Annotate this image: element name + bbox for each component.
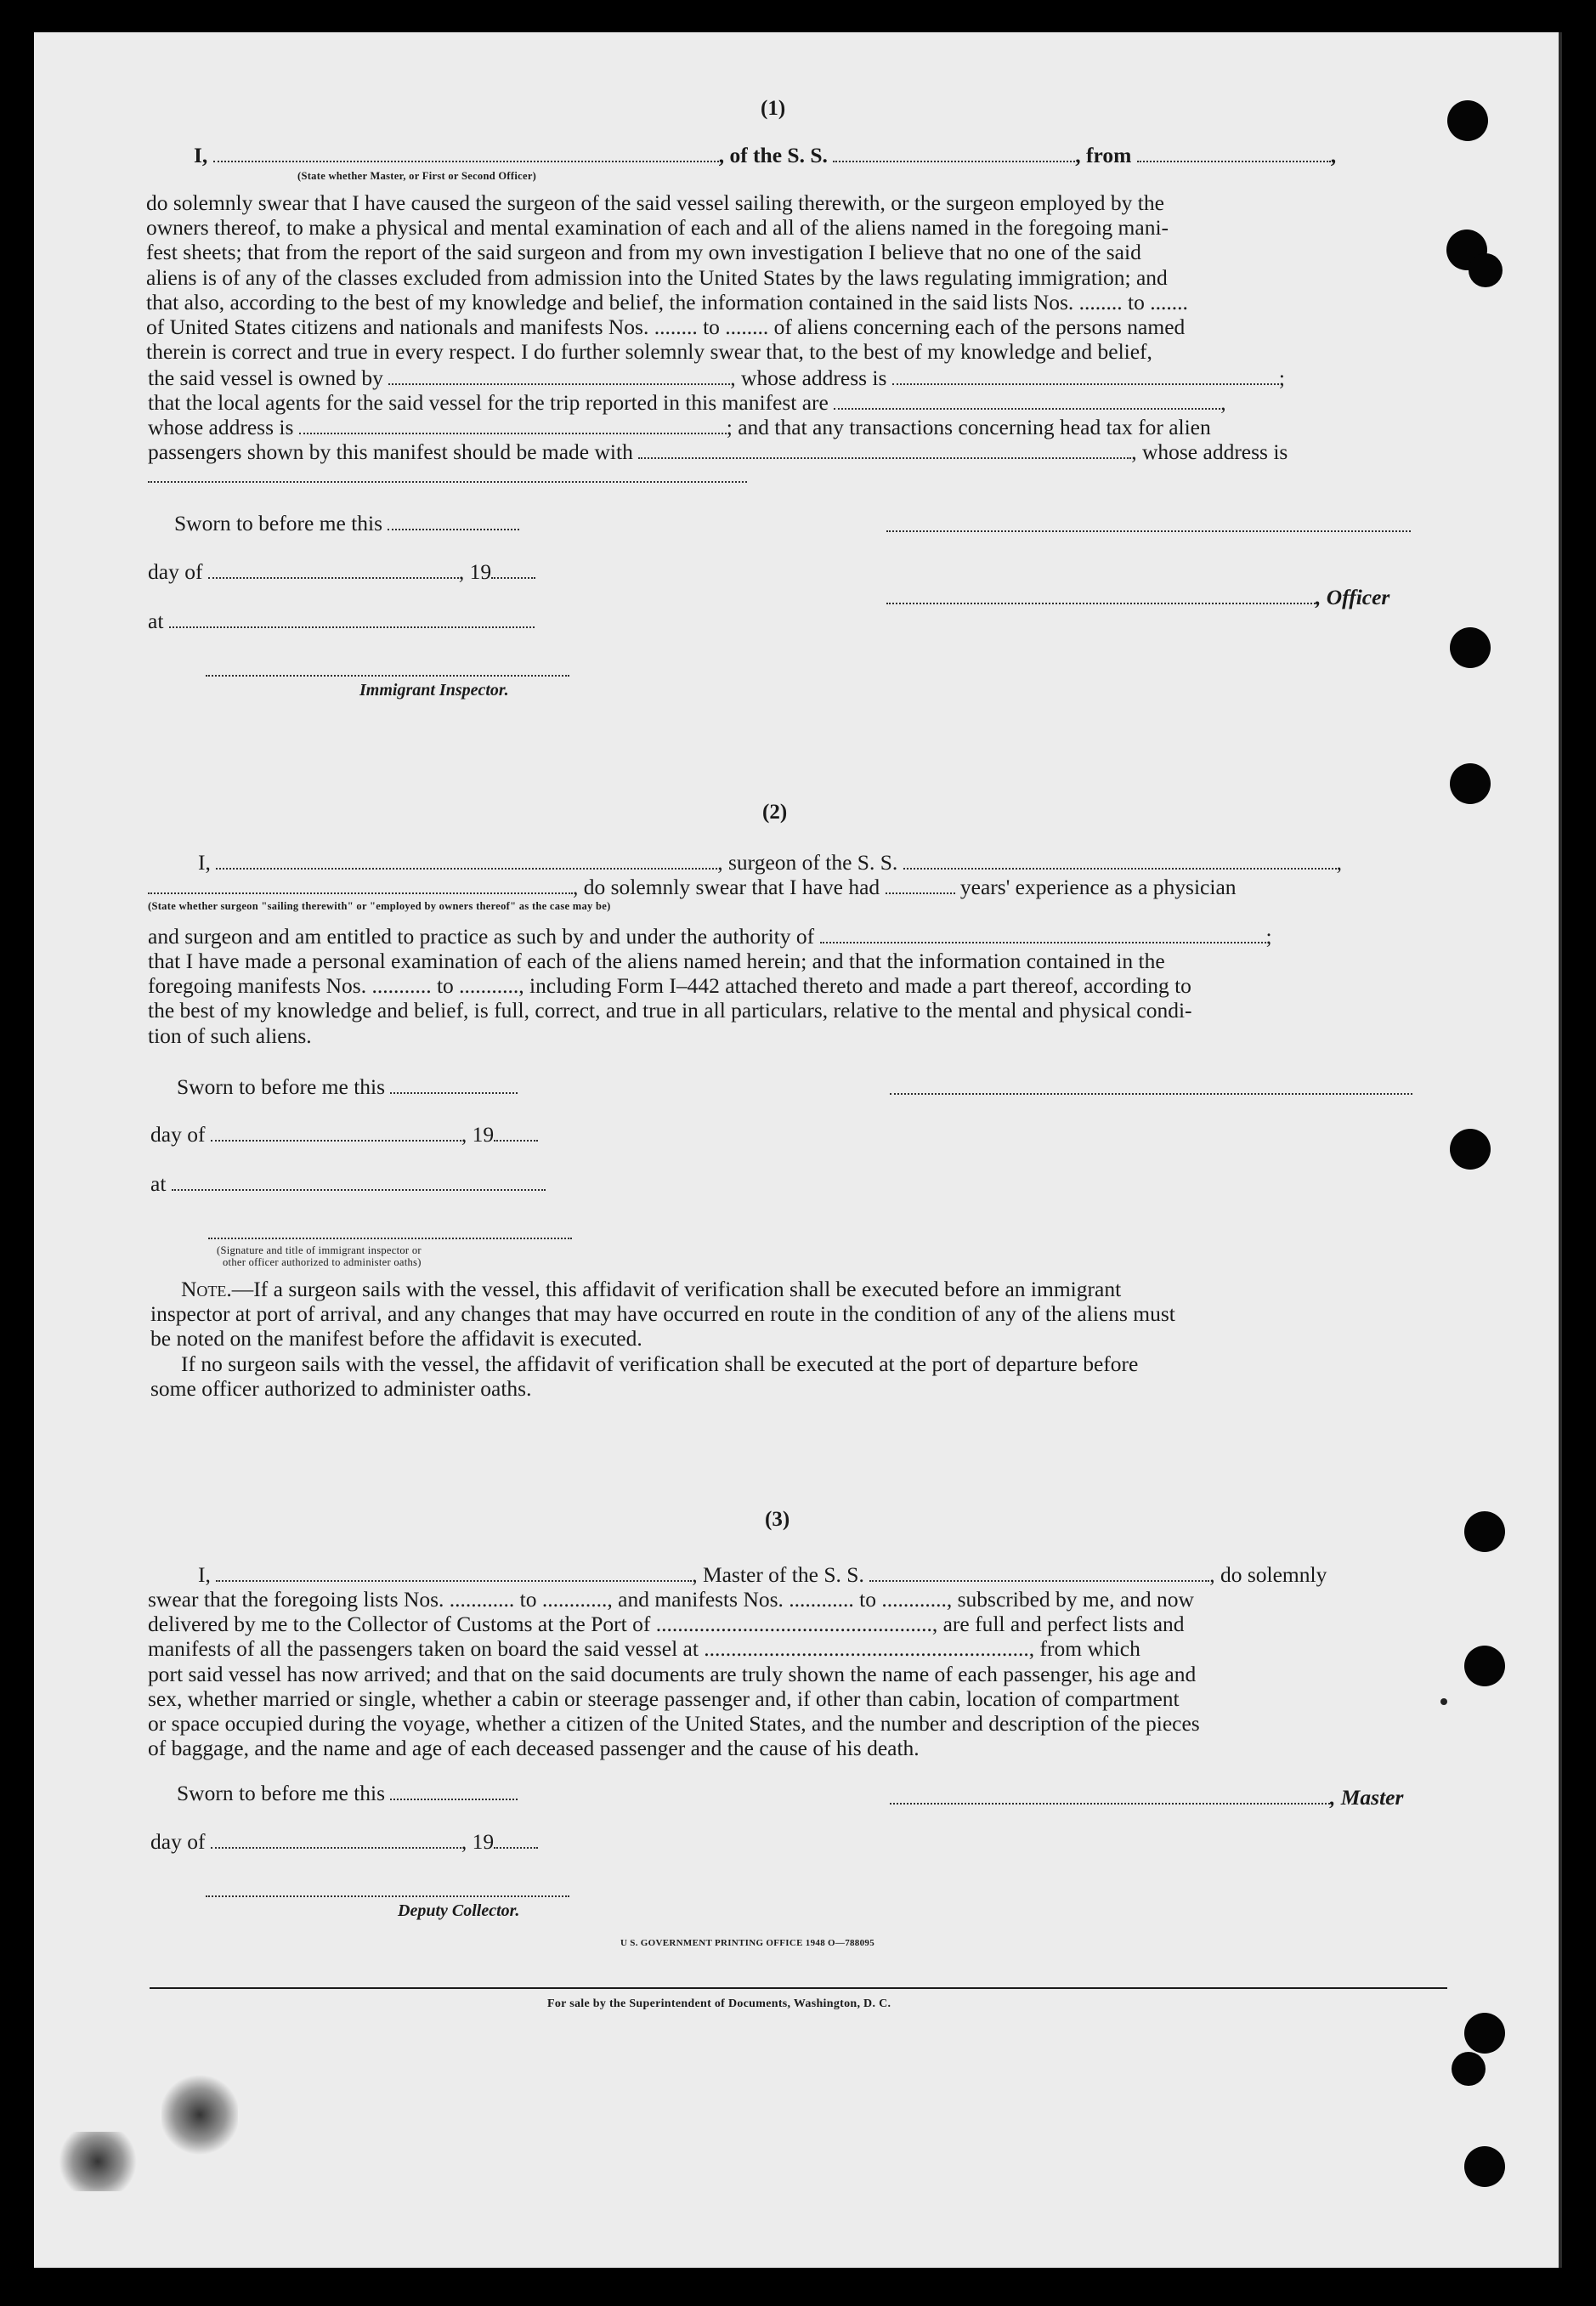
officer-title-field[interactable] [886, 587, 1316, 604]
for-sale-notice: For sale by the Superintendent of Documents, Washington, D. C. [547, 1997, 891, 2010]
officer-line [886, 585, 1389, 609]
text-fragment: , do solemnly swear that I have had [573, 875, 880, 899]
body-line: owners thereof, to make a physical and mental examination of each and all of the aliens named in the foregoing mani- [146, 215, 1169, 241]
punch-hole [1450, 1129, 1491, 1170]
day-of-line-3 [150, 1829, 538, 1854]
body-line: tion of such aliens. [148, 1023, 312, 1048]
body-line: sex, whether married or single, whether a cabin or steerage passenger and, if other than cabin, location of compartment [148, 1686, 1180, 1711]
agents-line [148, 390, 1226, 415]
text-fragment: , do solemnly [1209, 1562, 1327, 1587]
text-fragment: Sworn to before me this [177, 1074, 386, 1099]
place-field[interactable] [169, 611, 535, 628]
inspector-signature-field[interactable] [206, 675, 569, 677]
text-fragment: , of the S. S. [718, 143, 828, 167]
text-fragment: , [1330, 143, 1337, 167]
body-line: that I have made a personal examination of each of the aliens named herein; and that the information contained in the [148, 949, 1165, 973]
passengers-line [148, 439, 1288, 464]
note-line: If no surgeon sails with the vessel, the affidavit of verification shall be executed at the port of departure before [181, 1351, 1139, 1376]
body-line: delivered by me to the Collector of Customs at the Port of ..................................................., are full and perfect lists and [148, 1612, 1185, 1637]
note-line: some officer authorized to administer oaths. [150, 1375, 532, 1401]
authorized-officer-signature-field[interactable] [208, 1238, 572, 1239]
authority-field[interactable] [820, 926, 1266, 943]
text-fragment: , [1220, 390, 1226, 415]
text-fragment: the said vessel is owned by [148, 365, 383, 390]
body-line: therein is correct and true in every respect. I do further solemnly swear that, to the best of my knowledge and belief, [146, 339, 1152, 365]
sworn-line-3 [177, 1781, 518, 1805]
text-fragment: , 19 [461, 1829, 495, 1854]
punch-hole [1464, 2013, 1505, 2054]
year-field[interactable] [494, 1125, 538, 1142]
day-of-line-1 [148, 559, 535, 584]
text-fragment: , whose address is [1131, 439, 1288, 464]
sworn-line-2 [177, 1074, 518, 1099]
surgeon-type-field[interactable] [148, 877, 573, 894]
text-fragment: day of [148, 559, 203, 584]
from-port-field[interactable] [1137, 145, 1331, 162]
surgeon-signature-field[interactable] [890, 1093, 1412, 1095]
collector-signature-field[interactable] [206, 1895, 569, 1897]
master-signature-line [890, 1785, 1403, 1810]
footer-rule [150, 1987, 1447, 1989]
section-3-line-1 [198, 1562, 1327, 1587]
sworn-line-1 [174, 511, 519, 535]
body-line: of baggage, and the name and age of each deceased passenger and the cause of his death. [148, 1736, 920, 1761]
text-fragment: years' experience as a physician [959, 875, 1237, 899]
punch-hole [1469, 253, 1503, 287]
sworn-day-field[interactable] [388, 513, 519, 530]
surgeon-name-field[interactable] [216, 853, 717, 870]
text-fragment: Sworn to before me this [174, 511, 383, 535]
text-fragment: passengers shown by this manifest should be made with [148, 439, 633, 464]
section-1-line-1 [194, 143, 1336, 167]
text-fragment: at [148, 609, 164, 633]
ink-smudge [161, 2072, 238, 2157]
punch-hole [1464, 2146, 1505, 2187]
at-line-2 [150, 1171, 546, 1196]
vessel-name-field[interactable] [833, 145, 1075, 162]
agents-field[interactable] [834, 393, 1220, 410]
vessel-name-field[interactable] [869, 1565, 1209, 1582]
body-line: of United States citizens and nationals and manifests Nos. ........ to ........ of aliens concerning each of the persons named [146, 314, 1186, 340]
text-fragment: ; and that any transactions concerning head tax for alien [726, 415, 1211, 439]
text-fragment: , from [1075, 143, 1132, 167]
note-line: be noted on the manifest before the affidavit is executed. [150, 1326, 642, 1351]
officer-signature-field[interactable] [886, 530, 1411, 532]
signature-note-line-1: (Signature and title of immigrant inspector or [217, 1244, 422, 1256]
head-tax-contact-field[interactable] [638, 442, 1131, 459]
text-fragment: , Master of the S. S. [692, 1562, 864, 1587]
punch-hole [1464, 1646, 1505, 1686]
owned-by-line [148, 365, 1285, 390]
name-field[interactable] [213, 145, 719, 162]
note-line [150, 1277, 1447, 1301]
text-fragment: I, [194, 143, 208, 167]
body-line: that also, according to the best of my knowledge and belief, the information contained in the said lists Nos. ........ to ....... [146, 289, 1188, 314]
note-line: inspector at port of arrival, and any changes that may have occurred en route in the condition of any of the aliens must [150, 1301, 1175, 1327]
body-line: aliens is of any of the classes excluded from admission into the United States by the laws regulating immigration; and [146, 264, 1168, 290]
agents-address-field[interactable] [299, 417, 727, 434]
surgeon-type-note: (State whether surgeon "sailing therewith" or "employed by owners thereof" as the case may be) [148, 900, 611, 912]
text-fragment: , surgeon of the S. S. [717, 850, 898, 875]
body-line: manifests of all the passengers taken on board the said vessel at ............................................................, from which [148, 1636, 1140, 1662]
text-fragment: day of [150, 1829, 206, 1854]
signature-note-line-2: other officer authorized to administer oaths) [223, 1256, 422, 1268]
immigrant-inspector-label: Immigrant Inspector. [359, 681, 509, 700]
body-line: swear that the foregoing lists Nos. ............ to ............, and manifests Nos. ............ to ............, subscribed by me, and now [148, 1587, 1194, 1612]
punch-hole [1450, 627, 1491, 668]
form-page [34, 32, 1562, 2268]
section-2-note [150, 1277, 1447, 1401]
owner-address-field[interactable] [892, 368, 1279, 385]
sworn-day-field[interactable] [390, 1077, 518, 1094]
authority-line [148, 924, 1272, 949]
section-1-number: (1) [761, 97, 786, 120]
text-fragment: at [150, 1171, 167, 1196]
year-field[interactable] [491, 562, 535, 579]
contact-address-field[interactable] [148, 481, 747, 483]
body-line: foregoing manifests Nos. ........... to ..........., including Form I–442 attached thereto and made a part thereof, according to [148, 973, 1191, 999]
text-fragment: ; [1278, 365, 1285, 390]
vessel-name-field[interactable] [903, 853, 1337, 870]
body-line: fest sheets; that from the report of the said surgeon and from my own investigation I believe that no one of the said [146, 240, 1141, 265]
printing-office-imprint: U S. GOVERNMENT PRINTING OFFICE 1948 O—788095 [620, 1938, 875, 1948]
body-line: the best of my knowledge and belief, is full, correct, and true in all particulars, relative to the mental and physical condi- [148, 998, 1192, 1023]
text-fragment: I, [198, 1562, 211, 1587]
note-label: Note. [181, 1277, 232, 1301]
text-fragment: , [1336, 850, 1343, 875]
place-field[interactable] [172, 1174, 546, 1191]
punch-hole [1447, 100, 1488, 141]
body-line: do solemnly swear that I have caused the surgeon of the said vessel sailing therewith, or the surgeon employed by the [146, 190, 1164, 215]
text-fragment: whose address is [148, 415, 294, 439]
text-fragment: Sworn to before me this [177, 1781, 386, 1805]
master-signature-field[interactable] [890, 1788, 1330, 1805]
text-fragment: I, [198, 850, 211, 875]
month-field[interactable] [211, 1832, 461, 1849]
master-label: , Master [1330, 1785, 1404, 1810]
section-3-body [148, 1587, 1448, 1760]
sworn-day-field[interactable] [390, 1783, 518, 1800]
text-fragment: —If a surgeon sails with the vessel, this affidavit of verification shall be executed before an immigrant [231, 1277, 1122, 1301]
officer-rank-note: (State whether Master, or First or Second Officer) [297, 170, 537, 182]
text-fragment: day of [150, 1122, 206, 1147]
section-2-line-1 [198, 850, 1342, 875]
ink-smudge [51, 2132, 144, 2191]
body-line: or space occupied during the voyage, whether a citizen of the United States, and the number and description of the pieces [148, 1711, 1200, 1737]
body-line: port said vessel has now arrived; and that on the said documents are truly shown the name of each passenger, his age and [148, 1661, 1197, 1686]
punch-hole [1452, 2052, 1486, 2086]
master-name-field[interactable] [216, 1565, 692, 1582]
section-2-body [148, 949, 1445, 1048]
text-fragment: that the local agents for the said vessel for the trip reported in this manifest are [148, 390, 829, 415]
section-3-number: (3) [765, 1508, 790, 1531]
at-line-1 [148, 609, 535, 633]
section-2-line-2 [148, 875, 1237, 899]
deputy-collector-label: Deputy Collector. [398, 1901, 520, 1920]
day-of-line-2 [150, 1122, 538, 1147]
year-field[interactable] [494, 1832, 538, 1849]
officer-label: , Officer [1316, 585, 1390, 609]
whose-address-line [148, 415, 1211, 439]
owner-field[interactable] [388, 368, 730, 385]
month-field[interactable] [211, 1125, 461, 1142]
month-field[interactable] [208, 562, 459, 579]
section-2-number: (2) [762, 801, 788, 824]
punch-hole [1464, 1511, 1505, 1552]
text-fragment: and surgeon and am entitled to practice as such by and under the authority of [148, 924, 815, 949]
text-fragment: , whose address is [730, 365, 887, 390]
text-fragment: ; [1265, 924, 1272, 949]
years-experience-field[interactable] [886, 877, 955, 894]
text-fragment: , 19 [458, 559, 492, 584]
punch-hole [1450, 763, 1491, 804]
section-1-body [146, 190, 1443, 364]
text-fragment: , 19 [461, 1122, 495, 1147]
